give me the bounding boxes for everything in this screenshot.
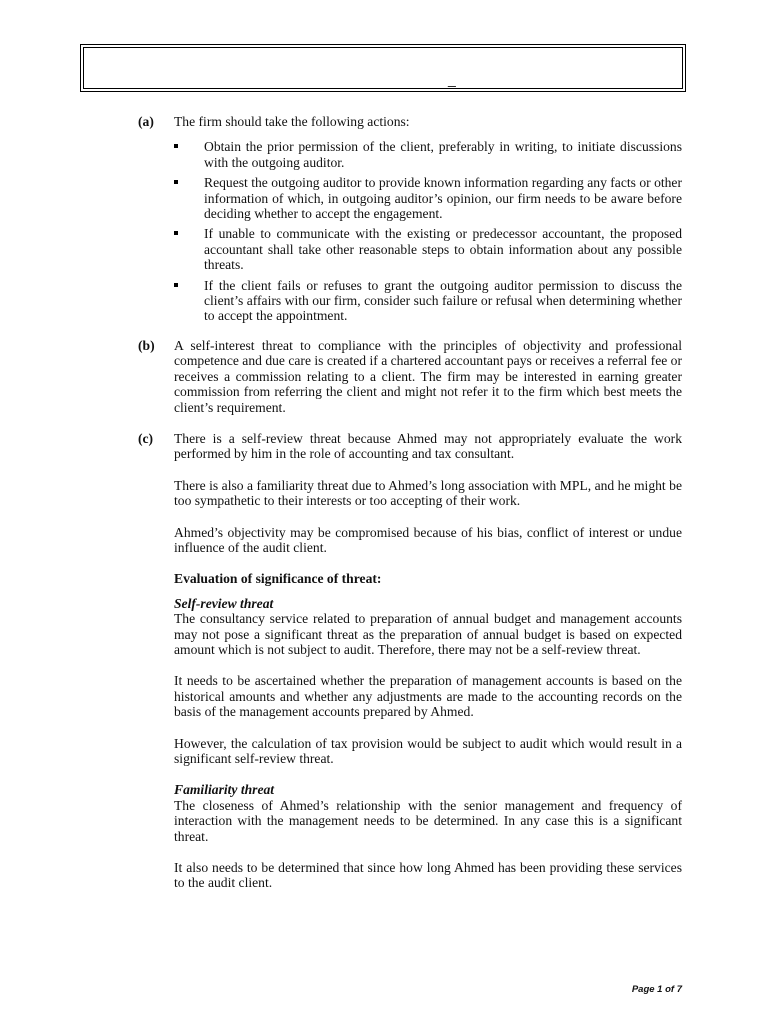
evaluation-heading: Evaluation of significance of threat: xyxy=(174,571,382,587)
question-b-text: A self-interest threat to compliance with the principles of objectivity and professional competence and due care is created if a chartered accountant pays or receives a referral fee or receives a commission relating to a client. The firm may be interested in earning greater commission from referring the client and might not refer it to the firm which best meets the client’s requirement. xyxy=(174,337,682,415)
familiarity-heading: Familiarity threat xyxy=(174,782,275,798)
question-b xyxy=(138,338,682,415)
header-mark: _ xyxy=(448,71,456,87)
paragraph: Ahmed’s objectivity may be compromised because of his bias, conflict of interest or undue influence of the audit client. xyxy=(174,524,682,555)
question-label: (a) xyxy=(138,114,154,129)
bullet-icon xyxy=(174,180,178,184)
list-item: If the client fails or refuses to grant the outgoing auditor permission to discuss the client’s affairs with our firm, consider such failure or refusal when determining whether to accept the appointment. xyxy=(174,278,682,324)
action-list xyxy=(174,139,682,323)
header-box xyxy=(80,44,686,92)
question-a-intro: The firm should take the following actions: xyxy=(174,114,410,129)
paragraph: There is a self-review threat because Ahmed may not appropriately evaluate the work performed by him in the role of accounting and tax consultant. xyxy=(174,430,682,462)
question-a xyxy=(138,114,682,324)
paragraph: It also needs to be determined that since how long Ahmed has been providing these services to the audit client. xyxy=(174,860,682,891)
paragraph: The consultancy service related to preparation of annual budget and management accounts may not pose a significant threat as the preparation of annual budget is based on expected amount which is not subject to audit. Therefore, there may not be a self-review threat. xyxy=(174,611,682,657)
question-c xyxy=(138,431,682,891)
paragraph: The closeness of Ahmed’s relationship with the senior management and frequency of interaction with the management needs to be determined. In any case this is a significant threat. xyxy=(174,797,682,844)
list-item: Obtain the prior permission of the client, preferably in writing, to initiate discussions with the outgoing auditor. xyxy=(174,139,682,170)
question-label: (c) xyxy=(138,430,154,446)
question-label: (b) xyxy=(138,337,155,353)
answer-content xyxy=(138,114,682,891)
self-review-heading: Self-review threat xyxy=(174,595,274,611)
bullet-icon xyxy=(174,283,178,287)
bullet-icon xyxy=(174,231,178,235)
paragraph: There is also a familiarity threat due to Ahmed’s long association with MPL, and he might be too sympathetic to their interests or too accepting of their work. xyxy=(174,477,682,509)
paragraph: It needs to be ascertained whether the preparation of management accounts is based on the historical amounts and whether any adjustments are made to the accounting records on the basis of the management accounts prepared by Ahmed. xyxy=(174,673,682,720)
page-number: Page 1 of 7 xyxy=(631,984,682,995)
list-item: Request the outgoing auditor to provide known information regarding any facts or other information of which, in outgoing auditor’s opinion, our firm needs to be aware before deciding whether to accept the engagement. xyxy=(174,175,682,221)
paragraph: However, the calculation of tax provision would be subject to audit which would result in a significant self-review threat. xyxy=(174,735,682,766)
list-item: If unable to communicate with the existing or predecessor accountant, the proposed accountant shall take other reasonable steps to obtain information about any possible threats. xyxy=(174,226,682,272)
bullet-icon xyxy=(174,144,178,148)
